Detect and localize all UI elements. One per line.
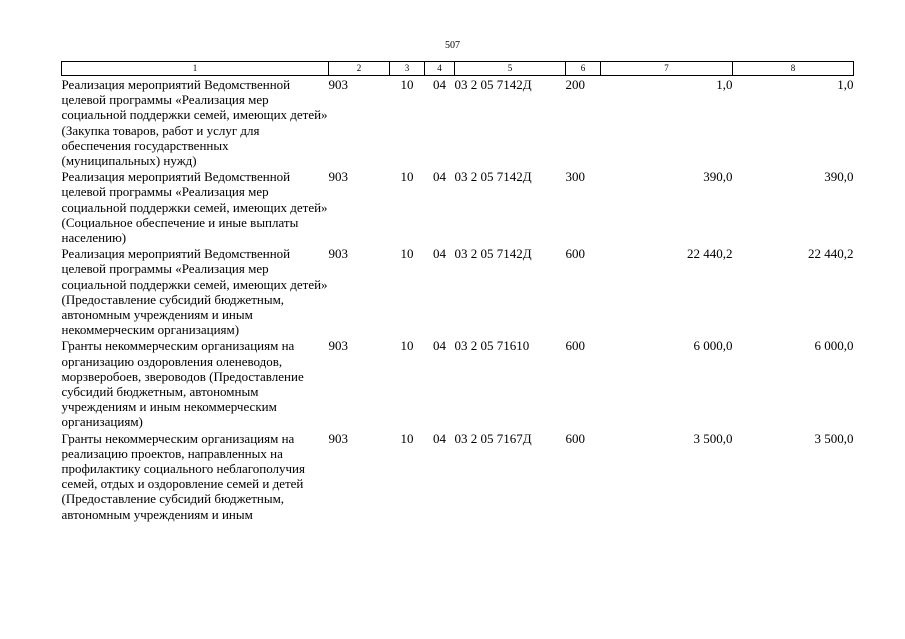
subsection-code: 04 — [433, 246, 446, 262]
row-description: Гранты некоммерческим организациям на организацию оздоровления оленеводов, морзверобоев, звероводов (Предоставление субсидий бюджетным, автономным учреждениям и иным некоммерческим организациям) — [61, 338, 304, 430]
table-row — [62, 76, 854, 169]
ministry-code: 903 — [328, 169, 348, 185]
row-description: Гранты некоммерческим организациям на реализацию проектов, направленных на профилактику социального неблагополучия семей, отдых и оздоровление семей и детей (Предоставление субсидий бюджетным, автономным учреждениям и иным — [61, 430, 305, 522]
column-number-header — [62, 62, 854, 76]
col-header-5: 5 — [455, 62, 566, 76]
table-row — [62, 337, 854, 429]
expense-type-code: 600 — [565, 430, 585, 446]
amount-col-7: 3 500,0 — [693, 430, 733, 446]
amount-col-8: 1,0 — [837, 77, 854, 92]
row-description: Реализация мероприятий Ведомственной целевой программы «Реализация мер социальной поддержки семей, имеющих детей» (Предоставление субсидий бюджетным, автономным учреждениям и иным некоммерческим организациям) — [61, 246, 328, 338]
expense-type-code: 200 — [565, 77, 585, 92]
section-code: 10 — [400, 246, 414, 262]
expense-type-code: 600 — [565, 246, 585, 262]
col-header-8: 8 — [733, 62, 854, 76]
table-row — [62, 245, 854, 337]
subsection-code: 04 — [433, 338, 446, 354]
col-header-1: 1 — [62, 62, 329, 76]
col-header-2: 2 — [329, 62, 390, 76]
budget-table — [61, 61, 854, 522]
amount-col-8: 22 440,2 — [808, 246, 854, 262]
amount-col-8: 6 000,0 — [814, 338, 854, 354]
col-header-4: 4 — [425, 62, 455, 76]
row-description: Реализация мероприятий Ведомственной целевой программы «Реализация мер социальной поддержки семей, имеющих детей» (Закупка товаров, работ и услуг для обеспечения государственных (муниципальных) нужд) — [61, 77, 328, 169]
target-article-code: 03 2 05 7142Д — [454, 169, 532, 185]
amount-col-7: 1,0 — [716, 77, 733, 92]
target-article-code: 03 2 05 71610 — [454, 338, 530, 354]
col-header-6: 6 — [566, 62, 601, 76]
section-code: 10 — [400, 338, 414, 354]
subsection-code: 04 — [433, 77, 446, 92]
row-description: Реализация мероприятий Ведомственной целевой программы «Реализация мер социальной поддержки семей, имеющих детей» (Социальное обеспечение и иные выплаты населению) — [61, 169, 328, 246]
col-header-7: 7 — [601, 62, 733, 76]
section-code: 10 — [400, 430, 414, 446]
amount-col-7: 6 000,0 — [693, 338, 733, 354]
ministry-code: 903 — [328, 246, 348, 262]
target-article-code: 03 2 05 7142Д — [454, 77, 532, 92]
expense-type-code: 300 — [565, 169, 585, 185]
section-code: 10 — [400, 77, 414, 92]
expense-type-code: 600 — [565, 338, 585, 354]
target-article-code: 03 2 05 7167Д — [454, 430, 532, 446]
section-code: 10 — [400, 169, 414, 185]
amount-col-7: 22 440,2 — [687, 246, 733, 262]
target-article-code: 03 2 05 7142Д — [454, 246, 532, 262]
subsection-code: 04 — [433, 169, 446, 185]
table-row — [62, 168, 854, 245]
subsection-code: 04 — [433, 430, 446, 446]
table-row — [62, 430, 854, 522]
page-number: 507 — [445, 40, 460, 51]
ministry-code: 903 — [328, 77, 348, 92]
col-header-3: 3 — [390, 62, 425, 76]
amount-col-8: 390,0 — [824, 169, 854, 185]
amount-col-8: 3 500,0 — [814, 430, 854, 446]
ministry-code: 903 — [328, 430, 348, 446]
ministry-code: 903 — [328, 338, 348, 354]
amount-col-7: 390,0 — [703, 169, 733, 185]
